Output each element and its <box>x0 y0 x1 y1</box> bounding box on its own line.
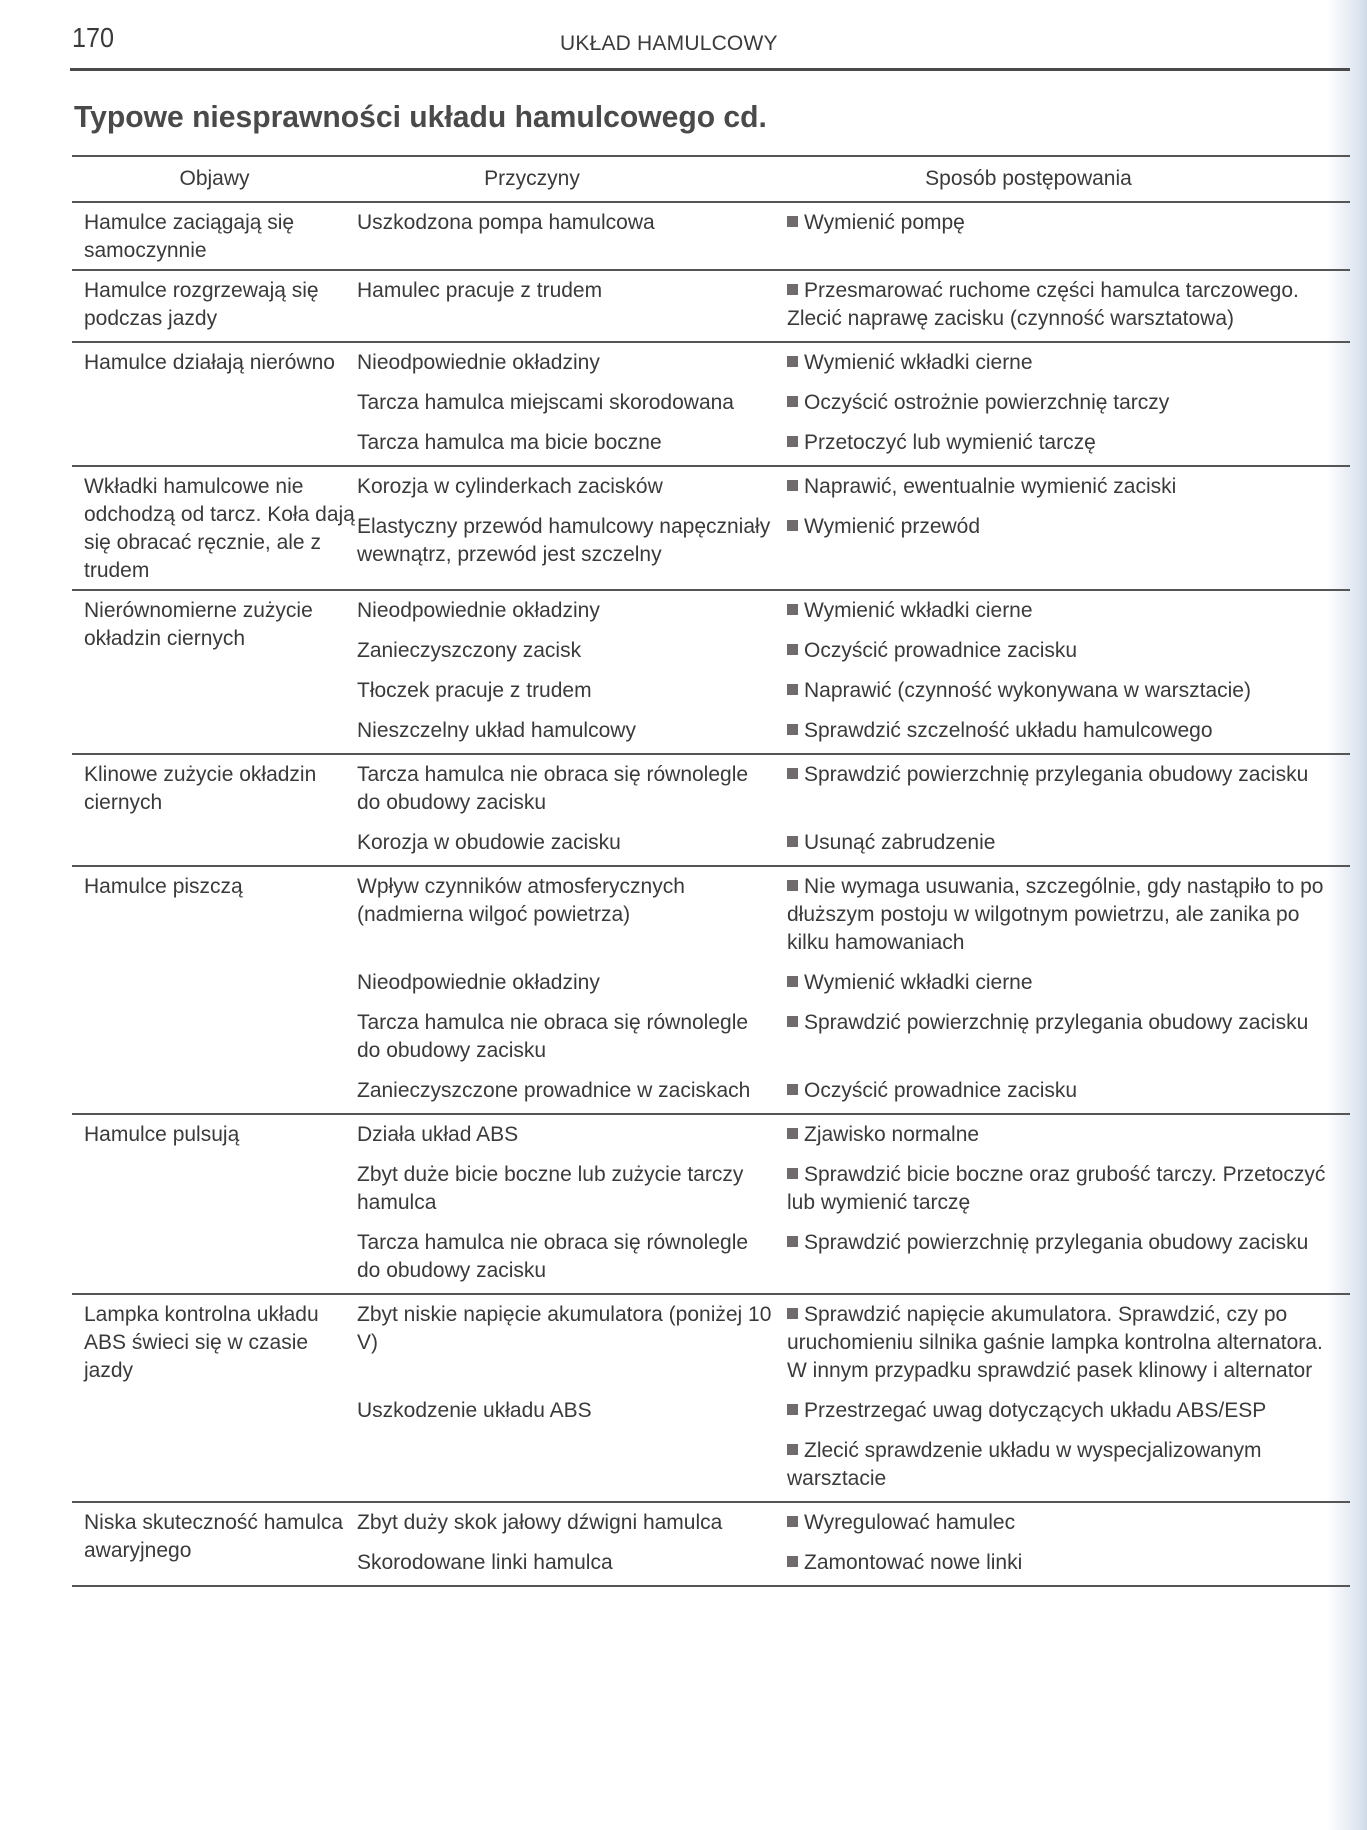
remedy-text: Wymienić wkładki cierne <box>804 971 1033 994</box>
remedy-cell <box>787 597 1350 625</box>
cause-remedy-pair <box>357 1509 1350 1537</box>
page-number: 170 <box>72 22 115 53</box>
troubleshooting-table <box>72 155 1350 1587</box>
remedy-cell <box>787 829 1350 857</box>
square-bullet-icon <box>787 1128 798 1139</box>
cause-remedy-pair <box>357 761 1350 817</box>
square-bullet-icon <box>787 1516 798 1527</box>
cause-remedy-pair <box>357 1077 1350 1105</box>
table-row <box>72 865 1350 1113</box>
remedy-text: Wyregulować hamulec <box>804 1511 1016 1534</box>
remedy-cell <box>787 637 1350 665</box>
running-head: UKŁAD HAMULCOWY <box>560 32 778 55</box>
cause-cell: Nieodpowiednie okładziny <box>357 351 600 374</box>
cause-remedy-list <box>357 349 1350 461</box>
square-bullet-icon <box>787 356 798 367</box>
cause-cell: Nieszczelny układ hamulcowy <box>357 719 636 742</box>
remedy-cell <box>787 1509 1350 1537</box>
table-row <box>72 269 1350 341</box>
square-bullet-icon <box>787 396 798 407</box>
table-row <box>72 589 1350 753</box>
table-row <box>72 201 1350 269</box>
remedy-cell <box>787 277 1350 333</box>
cause-cell: Tarcza hamulca ma bicie boczne <box>357 431 662 454</box>
remedy-text: Nie wymaga usuwania, szczególnie, gdy nastąpiło to po dłuższym postoju w wilgotnym powietrzu, ale zanika po kilku hamowaniach <box>787 875 1324 954</box>
square-bullet-icon <box>787 1168 798 1179</box>
cause-remedy-pair <box>357 429 1350 457</box>
square-bullet-icon <box>787 520 798 531</box>
symptom-cell: Lampka kontrolna układu ABS świeci się w czasie jazdy <box>84 1303 319 1382</box>
remedy-text: Sprawdzić powierzchnię przylegania obudowy zacisku <box>804 1231 1309 1254</box>
cause-remedy-pair <box>357 277 1350 333</box>
cause-remedy-list <box>357 473 1350 585</box>
remedy-cell <box>787 761 1350 817</box>
cause-remedy-pair <box>357 1301 1350 1385</box>
column-header-remedies: Sposób postępowania <box>925 167 1132 190</box>
remedy-text: Zjawisko normalne <box>804 1123 980 1146</box>
remedy-cell <box>787 1077 1350 1105</box>
cause-remedy-list <box>357 277 1350 337</box>
remedy-text: Sprawdzić szczelność układu hamulcowego <box>804 719 1213 742</box>
remedy-cell <box>787 1121 1350 1149</box>
cause-remedy-pair <box>357 1549 1350 1577</box>
cause-remedy-pair <box>357 829 1350 857</box>
symptom-cell: Hamulce piszczą <box>84 875 243 898</box>
square-bullet-icon <box>787 880 798 891</box>
cause-cell: Skorodowane linki hamulca <box>357 1551 613 1574</box>
symptom-cell: Niska skuteczność hamulca awaryjnego <box>84 1511 344 1562</box>
remedy-text: Przesmarować ruchome części hamulca tarczowego. Zlecić naprawę zacisku (czynność warsztatowa) <box>787 279 1299 330</box>
remedy-text: Oczyścić prowadnice zacisku <box>804 639 1078 662</box>
square-bullet-icon <box>787 684 798 695</box>
remedy-text: Oczyścić ostrożnie powierzchnię tarczy <box>804 391 1170 414</box>
cause-remedy-pair <box>357 873 1350 957</box>
square-bullet-icon <box>787 216 798 227</box>
square-bullet-icon <box>787 768 798 779</box>
square-bullet-icon <box>787 836 798 847</box>
symptom-cell: Nierównomierne zużycie okładzin ciernych <box>84 599 313 650</box>
remedy-cell <box>787 717 1350 745</box>
cause-cell: Zanieczyszczony zacisk <box>357 639 582 662</box>
remedy-cell <box>787 1161 1350 1217</box>
cause-remedy-pair <box>357 513 1350 569</box>
remedy-cell <box>787 209 1350 237</box>
cause-remedy-pair <box>357 969 1350 997</box>
cause-remedy-list <box>357 761 1350 861</box>
remedy-cell <box>787 1229 1350 1285</box>
remedy-text: Wymienić pompę <box>804 211 965 234</box>
section-title: Typowe niesprawności układu hamulcowego cd. <box>74 99 767 134</box>
cause-remedy-pair <box>357 209 1350 237</box>
remedy-text: Przestrzegać uwag dotyczących układu ABS/ESP <box>804 1399 1267 1422</box>
remedy-text: Naprawić (czynność wykonywana w warsztacie) <box>804 679 1251 702</box>
square-bullet-icon <box>787 436 798 447</box>
cause-remedy-list <box>357 1301 1350 1497</box>
square-bullet-icon <box>787 1016 798 1027</box>
cause-remedy-pair <box>357 597 1350 625</box>
cause-remedy-pair <box>357 637 1350 665</box>
cause-cell: Zbyt niskie napięcie akumulatora (poniżej 10 V) <box>357 1303 772 1354</box>
cause-cell: Uszkodzona pompa hamulcowa <box>357 211 655 234</box>
square-bullet-icon <box>787 976 798 987</box>
cause-remedy-pair <box>357 349 1350 377</box>
cause-cell: Nieodpowiednie okładziny <box>357 971 600 994</box>
cause-cell: Hamulec pracuje z trudem <box>357 279 603 302</box>
square-bullet-icon <box>787 1556 798 1567</box>
square-bullet-icon <box>787 1404 798 1415</box>
square-bullet-icon <box>787 1308 798 1319</box>
remedy-cell <box>787 1549 1350 1577</box>
cause-cell: Tłoczek pracuje z trudem <box>357 679 592 702</box>
cause-remedy-pair <box>357 677 1350 705</box>
symptom-cell: Hamulce zaciągają się samoczynnie <box>84 211 295 262</box>
remedy-cell <box>787 513 1350 569</box>
header-rule <box>70 68 1350 71</box>
cause-cell: Tarcza hamulca nie obraca się równolegle do obudowy zacisku <box>357 763 749 814</box>
symptom-cell: Klinowe zużycie okładzin ciernych <box>84 763 317 814</box>
square-bullet-icon <box>787 724 798 735</box>
square-bullet-icon <box>787 604 798 615</box>
table-row <box>72 1113 1350 1293</box>
column-header-symptoms: Objawy <box>179 167 250 190</box>
symptom-cell: Hamulce pulsują <box>84 1123 240 1146</box>
cause-cell: Tarcza hamulca nie obraca się równolegle do obudowy zacisku <box>357 1011 749 1062</box>
cause-remedy-list <box>357 1121 1350 1289</box>
remedy-text: Oczyścić prowadnice zacisku <box>804 1079 1078 1102</box>
cause-remedy-pair <box>357 1009 1350 1065</box>
square-bullet-icon <box>787 1444 798 1455</box>
remedy-cell <box>787 473 1350 501</box>
symptom-cell: Wkładki hamulcowe nie odchodzą od tarcz. Koła dają się obracać ręcznie, ale z trudem <box>84 475 355 582</box>
remedy-cell <box>787 389 1350 417</box>
remedy-cell <box>787 1301 1350 1385</box>
cause-cell: Zanieczyszczone prowadnice w zaciskach <box>357 1079 751 1102</box>
cause-cell: Nieodpowiednie okładziny <box>357 599 600 622</box>
cause-remedy-pair <box>357 717 1350 745</box>
cause-remedy-pair <box>357 1121 1350 1149</box>
table-row <box>72 1501 1350 1587</box>
square-bullet-icon <box>787 284 798 295</box>
cause-cell: Uszkodzenie układu ABS <box>357 1399 592 1422</box>
table-row <box>72 341 1350 465</box>
remedy-cell <box>787 873 1350 957</box>
remedy-text: Zlecić sprawdzenie układu w wyspecjalizowanym warsztacie <box>787 1439 1262 1490</box>
column-header-causes: Przyczyny <box>484 167 580 190</box>
symptom-cell: Hamulce działają nierówno <box>84 351 335 374</box>
remedy-text: Usunąć zabrudzenie <box>804 831 996 854</box>
table-body <box>72 201 1350 1587</box>
cause-cell: Zbyt duży skok jałowy dźwigni hamulca <box>357 1511 723 1534</box>
remedy-text: Sprawdzić powierzchnię przylegania obudowy zacisku <box>804 1011 1309 1034</box>
cause-cell: Korozja w obudowie zacisku <box>357 831 621 854</box>
cause-remedy-pair <box>357 1437 1350 1493</box>
cause-remedy-list <box>357 1509 1350 1581</box>
cause-cell: Elastyczny przewód hamulcowy napęczniały wewnątrz, przewód jest szczelny <box>357 515 771 566</box>
square-bullet-icon <box>787 480 798 491</box>
cause-cell: Tarcza hamulca nie obraca się równolegle do obudowy zacisku <box>357 1231 749 1282</box>
remedy-cell <box>787 1437 1350 1493</box>
remedy-text: Sprawdzić bicie boczne oraz grubość tarczy. Przetoczyć lub wymienić tarczę <box>787 1163 1326 1214</box>
remedy-cell <box>787 677 1350 705</box>
table-row <box>72 1293 1350 1501</box>
cause-remedy-list <box>357 873 1350 1109</box>
square-bullet-icon <box>787 1236 798 1247</box>
table-row <box>72 465 1350 589</box>
cause-remedy-pair <box>357 1229 1350 1285</box>
cause-remedy-pair <box>357 1161 1350 1217</box>
cause-cell: Zbyt duże bicie boczne lub zużycie tarczy hamulca <box>357 1163 744 1214</box>
table-header <box>72 157 1350 201</box>
remedy-text: Sprawdzić napięcie akumulatora. Sprawdzić, czy po uruchomieniu silnika gaśnie lampka kontrolna alternatora. W innym przypadku sprawdzić pasek klinowy i alternator <box>787 1303 1323 1382</box>
remedy-text: Przetoczyć lub wymienić tarczę <box>804 431 1096 454</box>
table-row <box>72 753 1350 865</box>
remedy-cell <box>787 1009 1350 1065</box>
remedy-text: Zamontować nowe linki <box>804 1551 1023 1574</box>
square-bullet-icon <box>787 644 798 655</box>
cause-cell <box>357 1437 787 1493</box>
remedy-cell <box>787 969 1350 997</box>
remedy-cell <box>787 1397 1350 1425</box>
cause-remedy-list <box>357 597 1350 749</box>
square-bullet-icon <box>787 1084 798 1095</box>
remedy-cell <box>787 349 1350 377</box>
cause-cell: Korozja w cylinderkach zacisków <box>357 475 663 498</box>
remedy-text: Wymienić wkładki cierne <box>804 599 1033 622</box>
remedy-text: Wymienić wkładki cierne <box>804 351 1033 374</box>
cause-remedy-pair <box>357 389 1350 417</box>
cause-cell: Tarcza hamulca miejscami skorodowana <box>357 391 734 414</box>
cause-remedy-pair <box>357 473 1350 501</box>
cause-remedy-pair <box>357 1397 1350 1425</box>
cause-cell: Wpływ czynników atmosferycznych (nadmierna wilgoć powietrza) <box>357 875 685 926</box>
remedy-cell <box>787 429 1350 457</box>
remedy-text: Sprawdzić powierzchnię przylegania obudowy zacisku <box>804 763 1309 786</box>
cause-cell: Działa układ ABS <box>357 1123 519 1146</box>
remedy-text: Naprawić, ewentualnie wymienić zaciski <box>804 475 1177 498</box>
remedy-text: Wymienić przewód <box>804 515 981 538</box>
symptom-cell: Hamulce rozgrzewają się podczas jazdy <box>84 279 319 330</box>
cause-remedy-list <box>357 209 1350 265</box>
